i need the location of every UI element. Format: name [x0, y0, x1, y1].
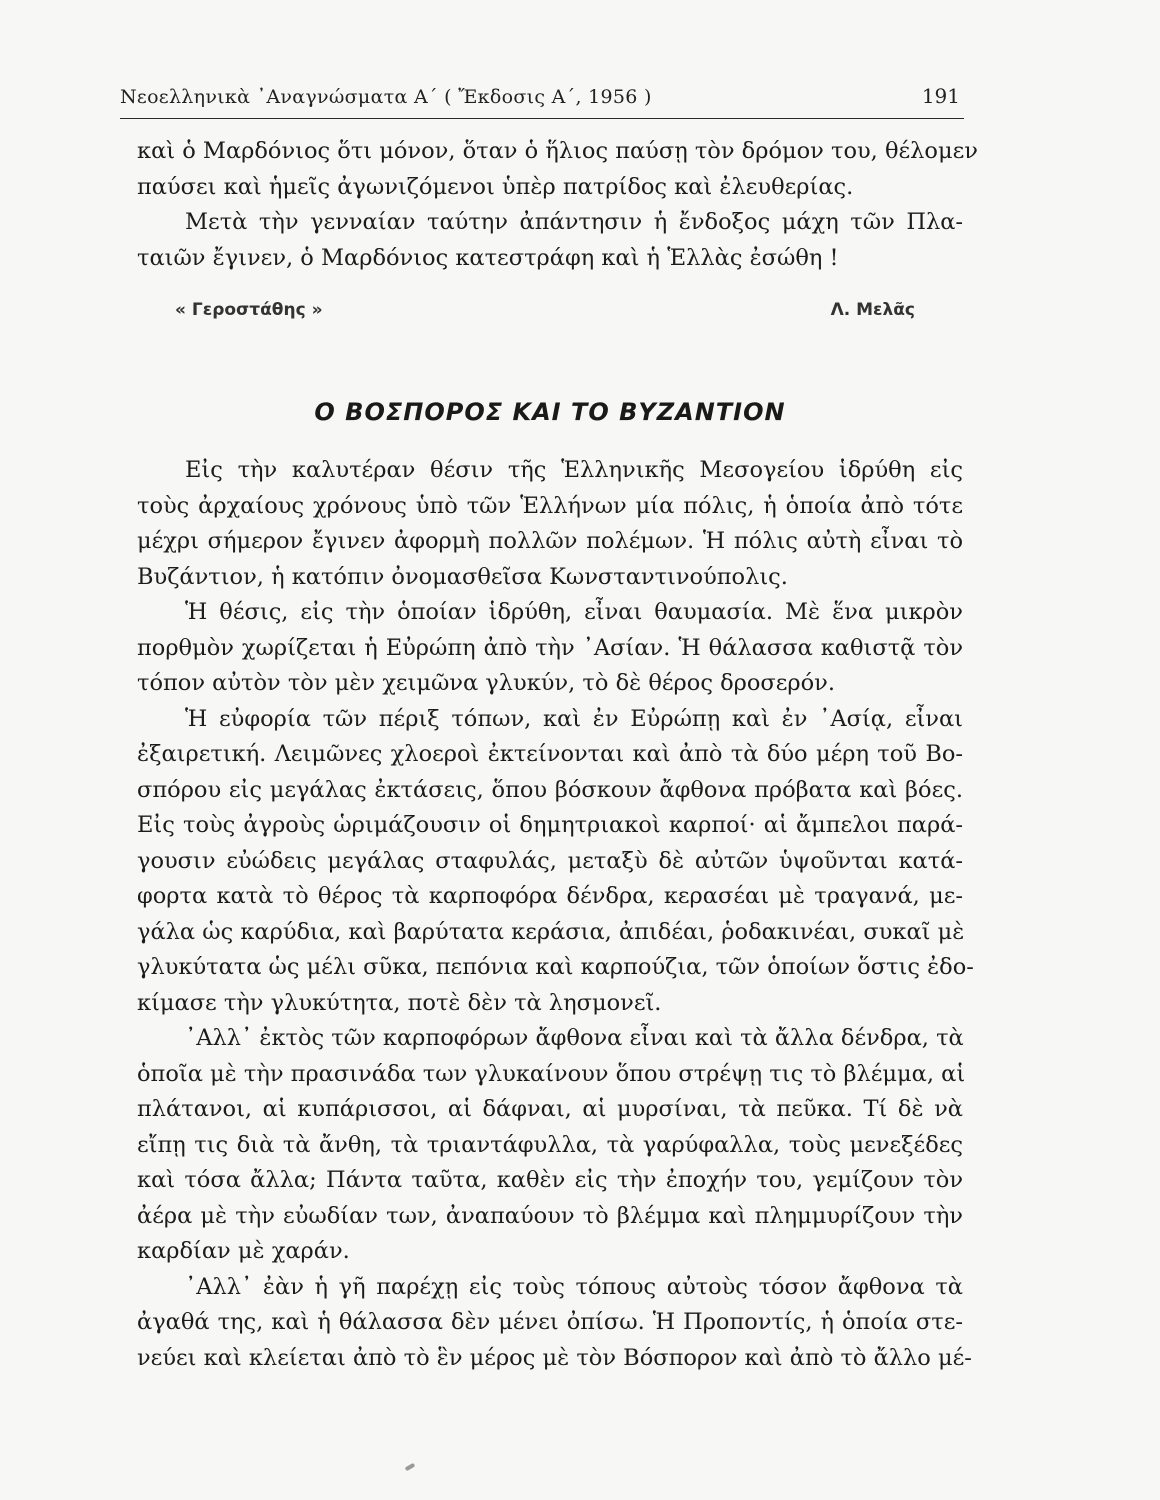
text-line: καὶ ὁ Μαρδόνιος ὅτι μόνον, ὅταν ὁ ἥλιος παύσῃ τὸν δρόμον του, θέλομεν — [137, 138, 978, 164]
text-line: γουσιν εὐώδεις μεγάλας σταφυλάς, μεταξὺ δὲ αὐτῶν ὑψοῦνται κατά- — [137, 847, 963, 874]
text-line: φορτα κατὰ τὸ θέρος τὰ καρποφόρα δένδρα, κερασέαι μὲ τραγανά, με- — [137, 883, 963, 909]
text-line: νεύει καὶ κλείεται ἀπὸ τὸ ἓν μέρος μὲ τὸν Βόσπορον καὶ ἀπὸ τὸ ἄλλο μέ- — [137, 1344, 972, 1371]
text-line: ἀγαθά της, καὶ ἡ θάλασσα δὲν μένει ὀπίσω. Ἡ Προποντίς, ἡ ὁποία στε- — [137, 1309, 963, 1335]
text-line: πλάτανοι, αἱ κυπάρισσοι, αἱ δάφναι, αἱ μυρσίναι, τὰ πεῦκα. Τί δὲ νὰ — [137, 1096, 963, 1122]
text-line: ἀέρα μὲ τὴν εὐωδίαν των, ἀναπαύουν τὸ βλέμμα καὶ πλημμυρίζουν τὴν — [137, 1202, 963, 1229]
text-line: Βυζάντιον, ἡ κατόπιν ὀνομασθεῖσα Κωνσταντινούπολις. — [137, 563, 788, 590]
text-line: παύσει καὶ ἡμεῖς ἀγωνιζόμενοι ὑπὲρ πατρίδος καὶ ἐλευθερίας. — [137, 173, 854, 200]
text-line: ὁποῖα μὲ τὴν πρασινάδα των γλυκαίνουν ὅπου στρέψῃ τις τὸ βλέμμα, αἱ — [137, 1060, 966, 1087]
text-line: καρδίαν μὲ χαράν. — [137, 1238, 350, 1264]
text-line: Μετὰ τὴν γενναίαν ταύτην ἀπάντησιν ἡ ἔνδοξος μάχη τῶν Πλα- — [185, 209, 963, 235]
previous-text — [137, 134, 978, 276]
text-line: Εἰς τοὺς ἀγροὺς ὡριμάζουσιν οἱ δημητριακοὶ καρποί· αἱ ἄμπελοι παρά- — [137, 812, 963, 838]
text-line: ταιῶν ἔγινεν, ὁ Μαρδόνιος κατεστράφη καὶ ἡ Ἑλλὰς ἐσώθη ! — [137, 244, 839, 271]
text-line: καὶ τόσα ἄλλα; Πάντα ταῦτα, καθὲν εἰς τὴν ἐποχήν του, γεμίζουν τὸν — [137, 1167, 963, 1193]
text-line: ᾿Αλλ᾿ ἐκτὸς τῶν καρποφόρων ἄφθονα εἶναι καὶ τὰ ἄλλα δένδρα, τὰ — [185, 1025, 964, 1051]
text-line: τοὺς ἀρχαίους χρόνους ὑπὸ τῶν Ἑλλήνων μία πόλις, ἡ ὁποία ἀπὸ τότε — [137, 492, 963, 519]
section-heading: Ο ΒΟΣΠΟΡΟΣ ΚΑΙ ΤΟ ΒΥΖΑΝΤΙΟΝ — [314, 398, 786, 426]
text-line: πορθμὸν χωρίζεται ἡ Εὐρώπη ἀπὸ τὴν ᾿Ασίαν. Ἡ θάλασσα καθιστᾷ τὸν — [137, 634, 963, 661]
text-line: γάλα ὡς καρύδια, καὶ βαρύτατα κεράσια, ἀπιδέαι, ῥοδακινέαι, συκαῖ μὲ — [137, 918, 965, 945]
text-line: γλυκύτατα ὡς μέλι σῦκα, πεπόνια καὶ καρπούζια, τῶν ὁποίων ὅστις ἐδο- — [137, 954, 974, 980]
attribution-author: Λ. Μελᾶς — [830, 300, 915, 320]
running-head — [120, 84, 964, 119]
attribution — [175, 300, 915, 328]
text-line: σπόρου εἰς μεγάλας ἐκτάσεις, ὅπου βόσκουν ἄφθονα πρόβατα καὶ βόες. — [137, 776, 963, 803]
text-line: τόπον αὐτὸν τὸν μὲν χειμῶνα γλυκύν, τὸ δὲ θέρος δροσερόν. — [137, 670, 836, 696]
text-line: ᾿Αλλ᾿ ἐὰν ἡ γῆ παρέχῃ εἰς τοὺς τόπους αὐτοὺς τόσον ἄφθονα τὰ — [185, 1273, 963, 1300]
running-head-title: Νεοελληνικὰ ᾿Αναγνώσματα Α΄ ( Ἔκδοσις Α΄, 1956 ) — [120, 86, 652, 108]
text-line: Ἡ εὐφορία τῶν πέριξ τόπων, καὶ ἐν Εὐρώπῃ καὶ ἐν ᾿Ασίᾳ, εἶναι — [185, 705, 963, 732]
paper-speck — [405, 1463, 416, 1471]
text-line: κίμασε τὴν γλυκύτητα, ποτὲ δὲν τὰ λησμονεῖ. — [137, 989, 662, 1016]
text-line: εἴπῃ τις διὰ τὰ ἄνθη, τὰ τριαντάφυλλα, τὰ γαρύφαλλα, τοὺς μενεξέδες — [137, 1131, 963, 1158]
section-text — [137, 453, 974, 1376]
text-line: μέχρι σήμερον ἔγινεν ἀφορμὴ πολλῶν πολέμων. Ἡ πόλις αὐτὴ εἶναι τὸ — [137, 528, 963, 554]
text-line: Εἰς τὴν καλυτέραν θέσιν τῆς Ἑλληνικῆς Μεσογείου ἱδρύθη εἰς — [185, 457, 963, 483]
page-number: 191 — [921, 84, 960, 108]
attribution-source: « Γεροστάθης » — [175, 300, 323, 320]
text-line: ἐξαιρετική. Λειμῶνες χλοεροὶ ἐκτείνονται καὶ ἀπὸ τὰ δύο μέρη τοῦ Βο- — [137, 741, 963, 767]
text-line: Ἡ θέσις, εἰς τὴν ὁποίαν ἱδρύθη, εἶναι θαυμασία. Μὲ ἕνα μικρὸν — [185, 599, 963, 625]
